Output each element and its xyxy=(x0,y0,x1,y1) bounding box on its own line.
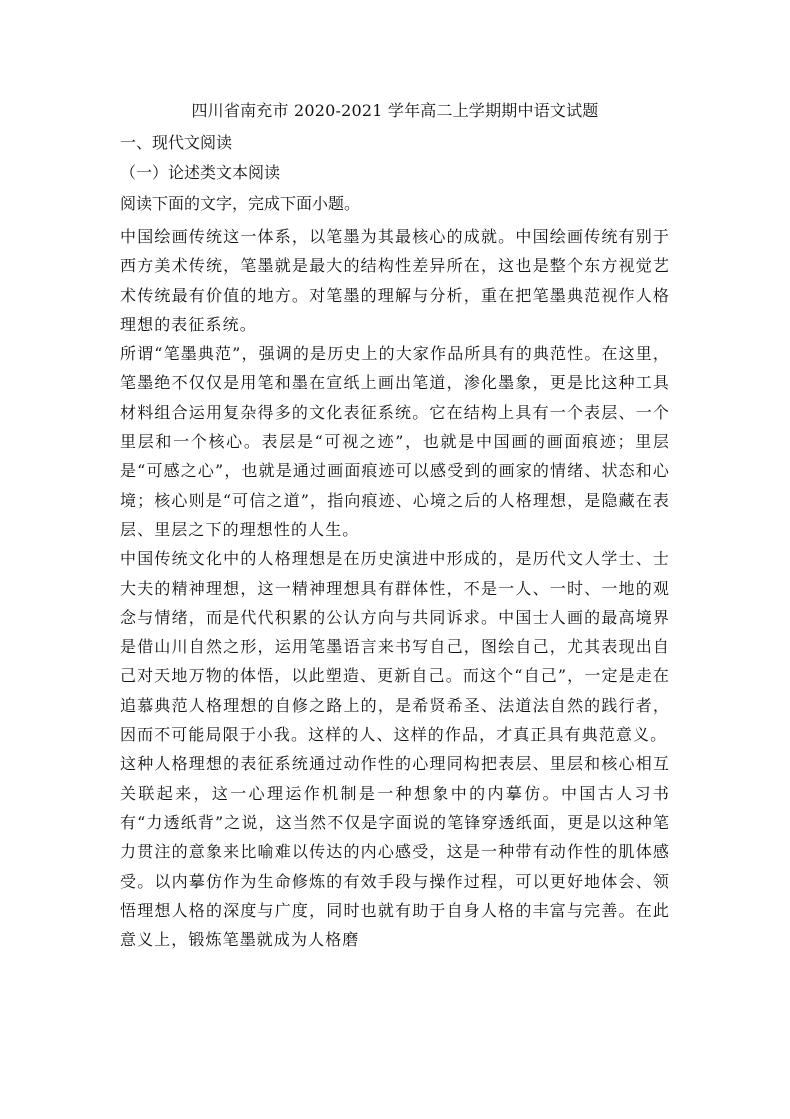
page-title: 四川省南充市 2020-2021 学年高二上学期期中语文试题 xyxy=(191,101,599,120)
article-body xyxy=(120,222,670,954)
subsection-heading: （一）论述类文本阅读 xyxy=(120,163,281,182)
paragraph-3: 中国传统文化中的人格理想是在历史演进中形成的，是历代文人学士、士大夫的精神理想，这一精神理想具有群体性，不是一人、一时、一地的观念与情绪，而是代代积累的公认方向与共同诉求。中国士人画的最高境界是借山川自然之形，运用笔墨语言来书写自己，图绘自己，尤其表现出自己对天地万物的体悟，以此塑造、更新自己。而这个“自己”，一定是走在追慕典范人格理想的自修之路上的，是希贤希圣、法道法自然的践行者，因而不可能局限于小我。这样的人、这样的作品，才真正具有典范意义。 xyxy=(120,549,670,745)
section-heading: 一、现代文阅读 xyxy=(120,133,233,152)
reading-instruction: 阅读下面的文字，完成下面小题。 xyxy=(120,194,361,213)
paragraph-1: 中国绘画传统这一体系，以笔墨为其最核心的成就。中国绘画传统有别于西方美术传统，笔墨就是最大的结构性差异所在，这也是整个东方视觉艺术传统最有价值的地方。对笔墨的理解与分析，重在把笔墨典范视作人格理想的表征系统。 xyxy=(120,227,670,334)
paragraph-2: 所谓“笔墨典范”，强调的是历史上的大家作品所具有的典范性。在这里，笔墨绝不仅仅是用笔和墨在宣纸上画出笔道，渗化墨象，更是比这种工具材料组合运用复杂得多的文化表征系统。它在结构上具有一个表层、一个里层和一个核心。表层是“可视之迹”，也就是中国画的画面痕迹；里层是“可感之心”，也就是通过画面痕迹可以感受到的画家的情绪、状态和心境；核心则是“可信之道”，指向痕迹、心境之后的人格理想，是隐藏在表层、里层之下的理想性的人生。 xyxy=(120,344,670,539)
paragraph-4: 这种人格理想的表征系统通过动作性的心理同构把表层、里层和核心相互关联起来，这一心理运作机制是一种想象中的内摹仿。中国古人习书有“力透纸背”之说，这当然不仅是字面说的笔锋穿透纸面，更是以这种笔力贯注的意象来比喻难以传达的内心感受，这是一种带有动作性的肌体感受。以内摹仿作为生命修炼的有效手段与操作过程，可以更好地体会、领悟理想人格的深度与广度，同时也就有助于自身人格的丰富与完善。在此意义上，锻炼笔墨就成为人格磨 xyxy=(120,754,670,950)
